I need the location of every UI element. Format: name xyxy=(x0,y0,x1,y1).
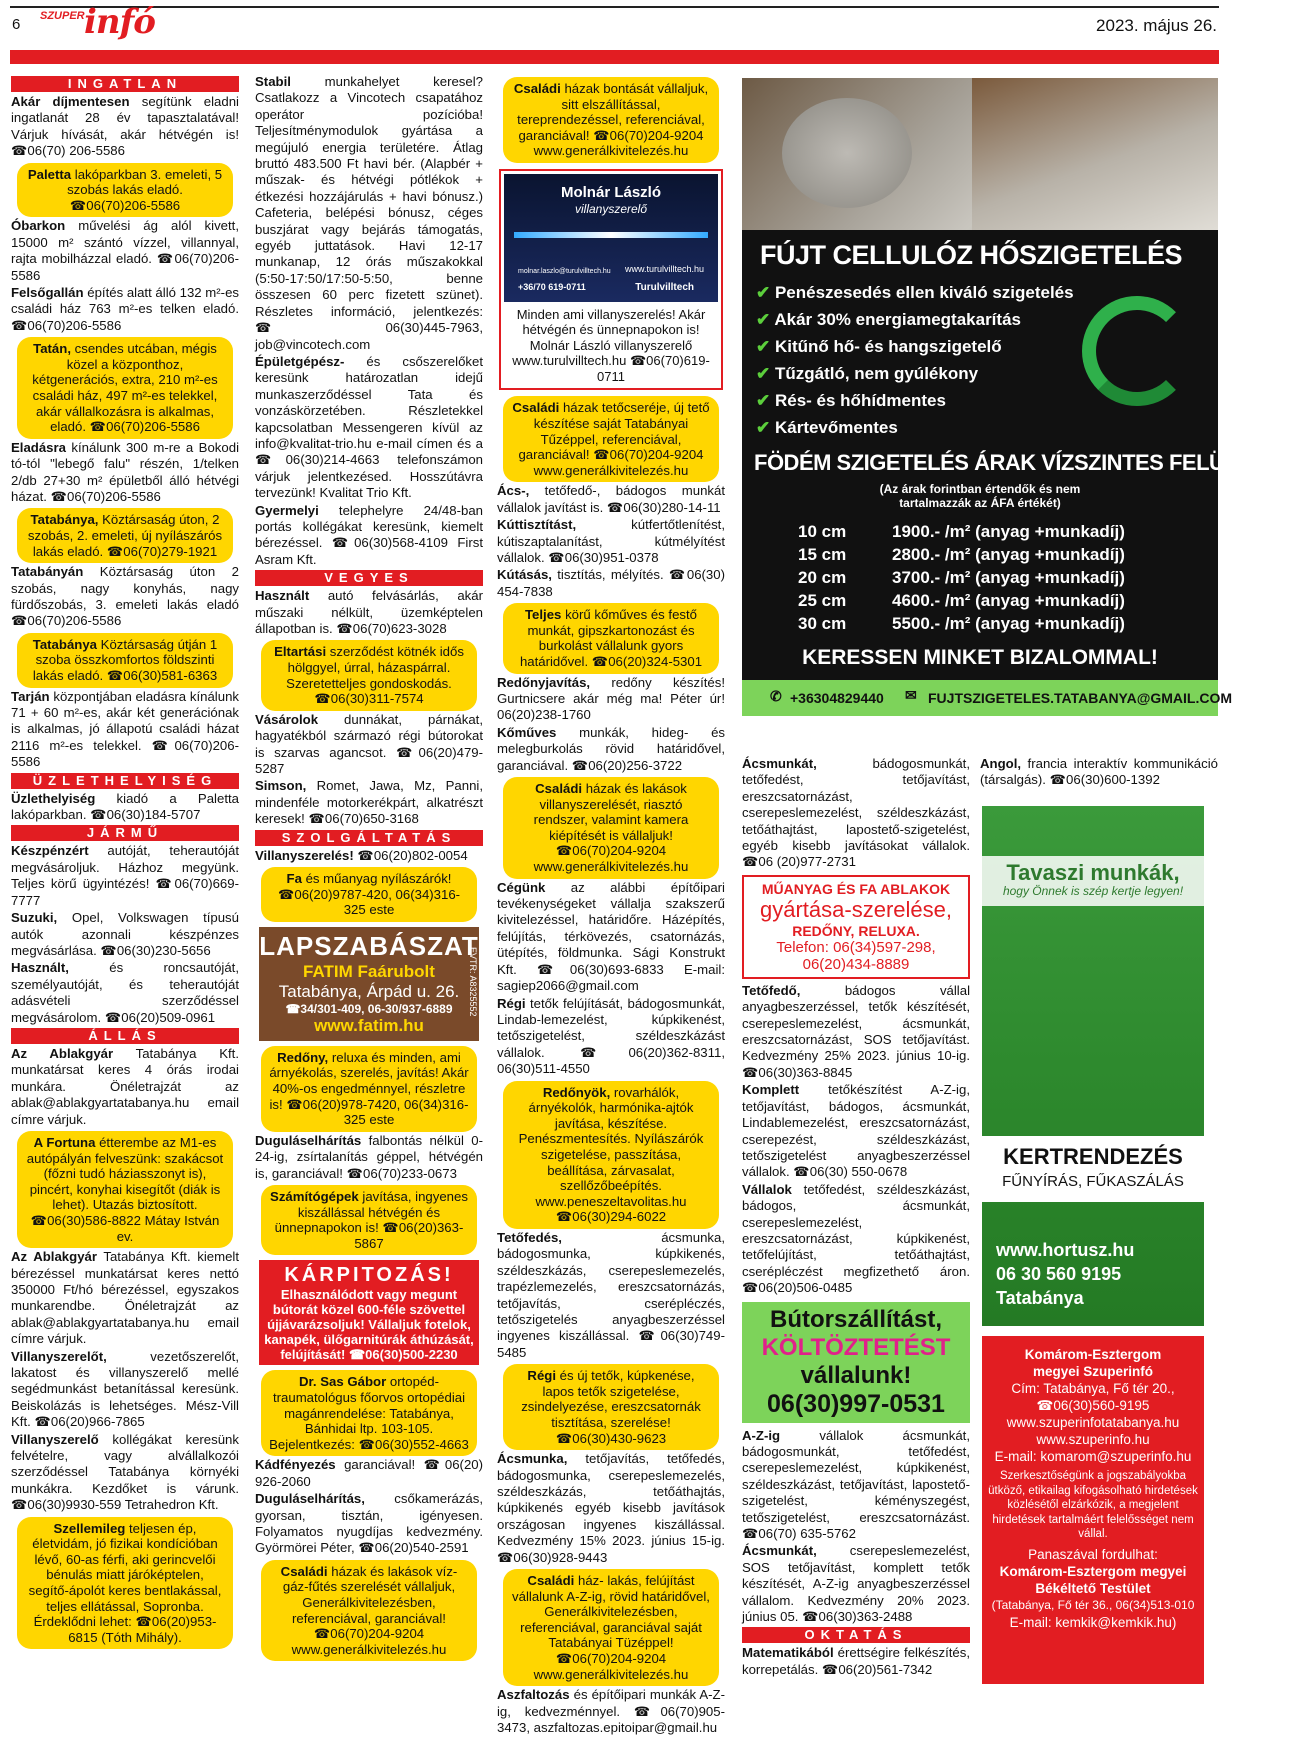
price-row: 30 cm 5500.- /m² (anyag +munkadíj) xyxy=(798,614,1125,633)
classified-ad: Villanyszerelés! ☎06(20)802-0054 xyxy=(255,847,468,863)
molnar-banner-part: www.turulvilltech.hu xyxy=(624,263,704,274)
lapszabaszat-reg: EVTR: A8325552 xyxy=(468,946,478,1017)
contact-bar xyxy=(742,680,1233,716)
cellulose-subtitle: FÖDÉM SZIGETELÉS ÁRAK VÍZSZINTES FELÜLETEN: xyxy=(754,450,1301,475)
cellulose-bullet: ✔ Tűzgátló, nem gyúlékony xyxy=(756,364,979,383)
highlighted-ad: Redőny, reluxa és minden, ami árnyékolás, szerelés, javítás! Akár 40%-os engedménnyel, részletre is! ☎06(20)978-7420, 06(34)316-325 este xyxy=(261,1046,477,1132)
highlighted-ad: Régi és új tetők, kúpkenése, lapos tetők szigetelése, zsindelyezése, ereszcsatornák tisztítása, szerelése! ☎06(30)430-9623 xyxy=(503,1364,719,1450)
classified-ad: Akár díjmentesen segítünk eladni ingatlanát 28 év tapasztalatával! Várjuk hívását, akár hétvégén is! ☎06(70) 206-5586 xyxy=(11,94,239,159)
molnar-banner-part: villanyszerelő xyxy=(574,201,648,216)
hortusz-subtitle: hogy Önnek is szép kertje legyen! xyxy=(1002,884,1184,898)
hortusz-title: Tavaszi munkák, xyxy=(982,856,1204,906)
classified-ad: Eladásra kínálunk 300 m-re a Bokodi tó-tól "lebegő falu" részén, 1/telken 2/db 27+30 m² épületből álló hétvégi házat. ☎06(70)206-5586 xyxy=(11,439,239,505)
check-icon: ✔ xyxy=(756,310,775,329)
price-note: (Az árak forintban értendők és nem tartalmazzák az ÁFA értékét) xyxy=(879,482,1081,510)
section-heading: OKTATÁS xyxy=(742,1627,970,1643)
cellulose-bullet: ✔ Rés- és hőhídmentes xyxy=(756,391,946,410)
classified-ad: Komplett tetőkészítést A-Z-ig, tetőjavítást, bádogos, ácsmunkát, Lindablemezelést, ereszcsatornázást, cserepezést, széldeszkázást, tetőszigetelést anyagbeszerzéssel vállalok. ☎06(30) 550-0678 xyxy=(742,1082,970,1180)
molnar-banner-part: Molnár László xyxy=(560,183,661,201)
classified-ad: Ács-, tetőfedő-, bádogos munkát vállalok javítást is. ☎06(30)280-14-11 xyxy=(497,483,725,515)
classified-ad: Vállalok tetőfedést, széldeszkázást, bádogos, ácsmunkát, cserepeslemezelést, ereszcsatornázást, kúpkikenést, tetőfelújítást, tetőáthajtást, cserépléczést megfizethető áron. ☎06(20)506-0485 xyxy=(742,1181,970,1296)
classified-ad: Kútásás, tisztítás, mélyítés. ☎06(30) 454-7838 xyxy=(497,567,725,599)
section-heading: ÁLLÁS xyxy=(11,1028,239,1044)
classified-ad: Az Ablakgyár Tatabánya Kft. munkatársat keres 4 órás irodai munkára. Önéletrajzát az ablak@ablakgyartatabanya.hu email címre várjuk. xyxy=(11,1045,240,1127)
highlighted-ad: Családi házak bontását vállaljuk, sitt elszállítással, tereprendezéssel, referenciával, garanciával! ☎06(70)204-9204 www.generálkivitelezés.hu xyxy=(503,77,719,163)
karpitozas-title: KÁRPITOZÁS! xyxy=(284,1264,454,1287)
classified-ad: Cégünk az alábbi építőipari tevékenységeket vállalja szakszerű kivitelezéssel, határidőre. Házépítés, felújítás, térkövezés, csatornázás, ütépítés, földmunka. Sági Konstrukt Kft. ☎06(30)693-6833 E-mail: sagiep2066@gmail.com xyxy=(497,879,725,994)
molnar-banner-part: molnar.laszlo@turulvilltech.hu xyxy=(518,267,611,275)
highlighted-ad: Eltartási szerződést kötnék idős hölggyel, úrral, házaspárral. Szeretetteljes gondoskodás. ☎06(30)311-7574 xyxy=(261,640,477,710)
butor-line: vállalunk! xyxy=(800,1361,912,1389)
ablak-ad xyxy=(742,875,970,979)
price-row: 15 cm 2800.- /m² (anyag +munkadíj) xyxy=(798,545,1125,564)
classified-ad: Ácsmunkát, cserepeslemezelést, SOS tetőjavítást, komplett tetők készítését, A-Z-ig anyagbeszerzéssel vállalom. Kedvezmény 20% 2023. június 05. ☎06(30)363-2488 xyxy=(742,1543,970,1625)
classified-ad: Felsőgallán építés alatt álló 132 m²-es családi ház 763 m²-es telken eladó. ☎06(70)206-5586 xyxy=(11,285,239,333)
butor-line: 06(30)997-0531 xyxy=(767,1389,945,1418)
check-icon: ✔ xyxy=(756,364,775,383)
classified-ad: Kádfényezés garanciával! ☎06(20) 926-2060 xyxy=(255,1457,483,1489)
ablak-line: gyártása-szerelése, xyxy=(760,896,952,922)
ablak-line: MŰANYAG ÉS FA ABLAKOK xyxy=(761,880,951,897)
molnar-banner-part: +36/70 619-0711 xyxy=(518,281,586,292)
classified-ad: Duguláselhárítás, csőkamerázás, gyorsan, tisztán, igényesen. Folyamatos nyugdíjas kedvezmény. Györmörei Péter, ☎06(20)540-2591 xyxy=(255,1491,483,1556)
phone-icon: ✆ xyxy=(770,688,782,704)
lapszabaszat-name: FATIM Faárubolt xyxy=(303,961,435,981)
highlighted-ad: Paletta lakóparkban 3. emeleti, 5 szobás lakás eladó. ☎06(70)206-5586 xyxy=(17,163,233,218)
classified-ad: Gyermelyi telephelyre 24/48-ban portás kollégákat keresünk, kiemelt bérezéssel. ☎06(30)568-4109 First Asram Kft. xyxy=(255,502,483,567)
section-heading: JÁRMŰ xyxy=(11,825,239,841)
angol-ad: Angol, francia interaktív kommunikáció (társalgás). ☎06(30)600-1392 xyxy=(980,756,1218,788)
lapszabaszat-addr: Tatabánya, Árpád u. 26. xyxy=(278,981,460,1001)
cellulose-bullet: ✔ Penészesedés ellen kiváló szigetelés xyxy=(756,283,1074,302)
price-table xyxy=(798,522,1125,637)
hortusz-city: Tatabánya xyxy=(996,1288,1084,1308)
classified-ad: Használt, és roncsautóját, személyautóját, és teherautóját adásvételi szerződéssel megvásárolom. ☎06(20)509-0961 xyxy=(11,960,239,1025)
column-2 xyxy=(255,74,483,1662)
highlighted-ad: Szellemileg teljesen ép, életvidám, jó fizikai kondícióban lévő, 60-as férfi, aki gerincvelői bénulás miatt járóképtelen, segítő-ápolót keres bentlakással, teljes ellátással, Sopronba. Érdeklődni lehet: ☎06(20)953-6815 (Tóth Mihály). xyxy=(17,1517,233,1650)
recycle-icon xyxy=(1082,296,1192,406)
cellulose-insulation-ad xyxy=(742,78,1301,716)
cellulose-title: FÚJT CELLULÓZ HŐSZIGETELÉS xyxy=(760,240,1183,270)
ablak-line: 06(20)434-8889 xyxy=(802,955,910,973)
section-heading: INGATLAN xyxy=(11,76,239,92)
classified-ad: Épületgépész- és csőszerelőket keresünk határozatlan idejű munkaszerződéssel Tata és vonzáskörzetében. Részletekkel kapcsolatban Messengeren kívül az info@kvalitat-trio.hu e-mail címen és a ☎06(30)214-4663 telefonszámon várjuk jelentkezésed. Hosszútávra tervezünk! Kvalitat Trio Kft. xyxy=(255,353,483,501)
classified-ad: Ácsmunkát, bádogosmunkát, tetőfedést, tetőjavítást, ereszcsatornázást, cserepeslemezelést, széldeszkázást, tetőáthajtást, lapostető-szigetelést, egyéb kisebb javításokat vállalok. ☎06 (20)977-2731 xyxy=(742,756,970,870)
highlighted-ad: Tatán, csendes utcában, mégis közel a központhoz, kétgenerációs, extra, 210 m²-es családi ház, 497 m²-es telekkel, akár vállalkozásra is alkalmas, eladó. ☎06(70)206-5586 xyxy=(17,337,233,439)
classified-ad: Ácsmunka, tetőjavítás, tetőfedés, bádogosmunka, cserepeslemezelés, széldeszkázás, tetőáthajtás, kúpkikenés egyéb kisebb javítások országosan ingyenes kiszállással. Kedvezmény 15% 2023. június 15-ig. ☎06(30)928-9443 xyxy=(497,1451,725,1565)
cellulose-phone: +36304829440 xyxy=(790,690,884,706)
karpitozas-ad xyxy=(259,1260,479,1365)
classified-ad: Matematikából érettségire felkészítés, korrepetálás. ☎06(20)561-7342 xyxy=(742,1645,970,1677)
kertrendezes-label: KERTRENDEZÉS xyxy=(1003,1144,1183,1169)
ablak-line: REDŐNY, RELUXA. xyxy=(792,922,920,939)
highlighted-ad: Tatabánya, Köztársaság úton, 2 szobás, 2. emeleti, új nyílászárós lakás eladó. ☎06(70)279-1921 xyxy=(17,508,233,563)
insulation-photo xyxy=(742,78,1218,230)
check-icon: ✔ xyxy=(756,337,775,356)
publisher-info-box: Komárom-Esztergom megyei Szuperinfó Cím: Tatabánya, Fő tér 20., ☎06(30)560-9195 www.szuperinfotatabanya.hu www.szuperinfo.hu E-mail: komarom@szuperinfo.hu Szerkesztőségünk a jogszabályokba ütköző, etikailag kifogásolható hirdetések közlésétől elzárkózik, a megjelent hirdetések tartalmáért felelősséget nem vállal. Panaszával fordulhat: Komárom-Esztergom megyei Békéltető Testület (Tatabánya, Fő tér 36., 06(34)513-010 E-mail: kemkik@kemkik.hu) xyxy=(982,1336,1204,1684)
classified-ad: Stabil munkahelyet keresel? Csatlakozz a Vincotech csapatához operátor pozícióba! Teljesítménymodulok gyártása a megújuló energia területére. Átlag bruttó 483.500 Ft havi bér. (Alapbér + műszak- és hétvégi pótlékok + étkezési hozzájárulás + havi bónusz.) Cafeteria, belépési bónusz, céges buszjárat vagy bejárás támogatás, egyéb juttatások. Havi 12-17 munkanap, 12 órás műszakokkal (5:50-17:50/17:50-5:50, benne összesen 60 perc fizetett szünet). Részletes információ, jelentkezés: ☎06(30)445-7963, job@vincotech.com xyxy=(255,74,483,352)
classified-ad: Tetőfedés, ácsmunka, bádogosmunka, kúpkikenés, széldeszkázás, cserepeslemezelés, trapézlemezelés, ereszcsatornázás, tetőjavítás, cserépléczés, tetőszigetelés anyagbeszerzéssel ingyenes kiszállással. ☎06(30)749-5485 xyxy=(497,1229,725,1360)
butorszallitas-ad xyxy=(742,1302,970,1423)
classified-ad: Duguláselhárítás falbontás nélkül 0-24-ig, zsírtalanítás géppel, hétvégén is, garanciával! ☎06(70)233-0673 xyxy=(255,1132,483,1181)
cellulose-bullets xyxy=(756,283,1074,445)
cellulose-bullet: ✔ Kitűnő hő- és hangszigetelő xyxy=(756,337,1002,356)
molnar-banner xyxy=(504,174,718,302)
highlighted-ad: Redőnyök, rovarhálók, árnyékolók, harmónika-ajtók javítása, készítése. Penészmentesítés. Nyílászárók szigetelése, passzítása, beállítása, zárvasalat, szellőzőbeépítés. www.peneszeltavolitas.hu ☎06(30)294-6022 xyxy=(503,1081,719,1229)
cellulose-bullet: ✔ Akár 30% energiamegtakarítás xyxy=(756,310,1021,329)
column-1 xyxy=(11,74,239,1650)
highlighted-ad: Dr. Sas Gábor ortopéd-traumatológus főorvos ortopédiai magánrendelése: Tatabánya, Bánhidai ltp. 103-105. Bejelentkezés: ☎06(30)552-4663 xyxy=(261,1370,477,1456)
classified-ad: A-Z-ig vállalok ácsmunkát, bádogosmunkát, tetőfedést, cserepeslemezelést, kúpkikenést, széldeszkázást, tetőjavítást, lapostető-szigetelést, kéményszegést, tetőszigetelést, ereszcsatornázást. ☎06(70) 635-5762 xyxy=(742,1427,970,1541)
column-5 xyxy=(980,756,1218,790)
cellulose-email: FUJTSZIGETELES.TATABANYA@GMAIL.COM xyxy=(928,690,1233,706)
column-4 xyxy=(742,756,970,1679)
classified-ad: Tatabányán Köztársaság úton 2 szobás, nagy konyhás, nagy fürdőszobás, 3. emeleti lakás eladó ☎06(70)206-5586 xyxy=(11,564,239,629)
section-heading: VEGYES xyxy=(255,570,483,586)
highlighted-ad: Családi házak tetőcseréje, új tető készítése saját Tatabányai Tűzéppel, referenciával, garanciával! ☎06(70)204-9204 www.generálkivitelezés.hu xyxy=(503,396,719,482)
molnar-text: Minden ami villanyszerelés! Akár hétvégén és ünnepnapokon is! Molnár László villanyszerelő www.turulvilltech.hu ☎06(70)619-0711 xyxy=(512,306,710,384)
classified-ad: Villanyszerelő kollégákat keresünk felvételre, vagy alvállalkozói szerződéssel Tatabánya környéki munkákra. Kezdőket is várunk. ☎06(30)9930-559 Tetrahedron Kft. xyxy=(11,1431,239,1513)
butor-line: Bútorszállítást, xyxy=(769,1305,943,1333)
highlighted-ad: Családi házak és lakások villanyszerelését, riasztó rendszer, valamint kamera kiépítését is vállaljuk! ☎06(70)204-9204 www.generálkivitelezés.hu xyxy=(503,777,719,879)
kertrendezes-box xyxy=(982,1136,1204,1202)
highlighted-ad: Számítógépek javítása, ingyenes kiszállással hétvégén és ünnepnapokon is! ☎06(20)363-5867 xyxy=(261,1185,477,1255)
cellulose-bullet: ✔ Kártevőmentes xyxy=(756,418,898,437)
hortusz-garden-ad xyxy=(982,806,1204,1326)
classified-ad: Üzlethelyiség kiadó a Paletta lakóparkban. ☎06(30)184-5707 xyxy=(11,790,239,823)
highlighted-ad: Tatabánya Köztársaság útján 1 szoba összkomfortos földszinti lakás eladó. ☎06(30)581-6363 xyxy=(17,633,233,688)
classified-ad: Vásárolok dunnákat, párnákat, hagyatékból származó régi bútorokat is szarvas agancsot. ☎06(20)479-5287 xyxy=(255,711,483,776)
cellulose-cta: KERESSEN MINKET BIZALOMMAL! xyxy=(802,646,1158,669)
classified-ad: Készpénzért autóját, teherautóját megvásároljuk. Házhoz megyünk. Teljes körű ügyintézés! ☎06(70)669-7777 xyxy=(11,843,239,908)
column-3 xyxy=(497,74,725,1737)
check-icon: ✔ xyxy=(756,391,775,410)
highlighted-ad: Fa és műanyag nyílászárók! ☎06(20)9787-420, 06(34)316-325 este xyxy=(261,867,477,922)
classified-ad: Régi tetők felújítását, bádogosmunkát, Lindab-lemezelést, kúpkikenést, tetőszigetelést, széldeszkázást vállalok. ☎06(20)362-8311, 06(30)511-4550 xyxy=(497,995,725,1077)
brand-logo: SZUPER infó xyxy=(40,2,155,42)
lapszabaszat-title: LAPSZABÁSZAT xyxy=(259,930,479,961)
check-icon: ✔ xyxy=(756,283,775,302)
hortusz-phone: 06 30 560 9195 xyxy=(996,1264,1122,1284)
ablak-line: Telefon: 06(34)597-298, xyxy=(776,938,936,956)
highlighted-ad: Családi házak és lakások víz-gáz-fűtés szerelését vállaljuk, Generálkivitelezésben, referenciával, garanciával! ☎06(70)204-9204 www.generálkivitelezés.hu xyxy=(261,1560,477,1662)
lapszabaszat-web: www.fatim.hu xyxy=(314,1015,424,1035)
molnar-banner-part xyxy=(514,232,708,238)
lapszabaszat-tel: ☎34/301-409, 06-30/937-6889 xyxy=(285,1001,453,1016)
issue-date: 2023. május 26. xyxy=(1096,16,1217,35)
butor-line: KÖLTÖZTETÉST xyxy=(761,1333,951,1361)
villanyszerelo-ad xyxy=(499,169,723,391)
classified-ad: Suzuki, Opel, Volkswagen típusú autók azonnali készpénzes megvásárlása. ☎06(30)230-5656 xyxy=(11,910,239,958)
page-header xyxy=(10,2,1219,42)
funyiras-label: FŰNYÍRÁS, FŰKASZÁLÁS xyxy=(1002,1173,1184,1190)
classified-ad: Villanyszerelőt, vezetőszerelőt, lakatost és villanyszerelő mellé segédmunkást betanítással keresünk. Beiskolázás is lehetséges. Mész-Vill Kft. ☎06(20)966-7865 xyxy=(11,1348,239,1430)
highlighted-ad: A Fortuna étterembe az M1-es autópályán felveszünk: szakácsot (főzni tudó háziasszonyt is), pincért, konyhai kisegítőt (diák is lehet). Utazás biztosított. ☎06(30)586-8822 Mátay István ev. xyxy=(17,1131,233,1248)
price-row: 20 cm 3700.- /m² (anyag +munkadíj) xyxy=(798,568,1125,587)
classified-ad: Az Ablakgyár Tatabánya Kft. kiemelt bérezéssel munkatársat keres nettó 350000 Ft/hó bérezéssel, egyszakos munkarendbe. Önéletrajzát az ablak@ablakgyartatabanya.hu email címre várjuk. xyxy=(11,1249,240,1347)
classified-ad: Tarján központjában eladásra kínálunk 71 + 60 m²-es, akár két generációnak is alkalmas, jó állapotú családi házat 2116 m²-es telekkel. ☎06(70)206-5586 xyxy=(11,688,239,770)
classified-ad: Redőnyjavítás, redőny készítés! Gurtnicsere akár még ma! Péter úr! 06(20)238-1760 xyxy=(497,674,725,723)
hortusz-contact xyxy=(996,1238,1134,1310)
highlighted-ad: Családi ház- lakás, felújítást vállalunk A-Z-ig, rövid határidővel, Generálkivitelezésben, referenciával, garanciával saját Tatabányai Tüzéppel! ☎06(70)204-9204 www.generálkivitelezés.hu xyxy=(503,1569,719,1686)
price-row: 10 cm 1900.- /m² (anyag +munkadíj) xyxy=(798,522,1125,541)
molnar-banner-part: Turulvilltech xyxy=(635,281,694,293)
classified-ad: Használt autó felvásárlás, akár műszaki nélkült, üzemképtelen állapotban is. ☎06(70)623-3028 xyxy=(255,588,483,636)
check-icon: ✔ xyxy=(756,418,775,437)
price-row: 25 cm 4600.- /m² (anyag +munkadíj) xyxy=(798,591,1125,610)
classified-ad: Simson, Romet, Jawa, Mz, Panni, mindenféle motorkerékpárt, alkatrészt keresek! ☎06(70)650-3168 xyxy=(255,778,483,827)
classified-ad: Kúttisztítást, kútfertőtlenítést, kútiszaptalanítást, kútmélyítést vállalok. ☎06(30)951-0378 xyxy=(497,517,725,566)
header-red-bar xyxy=(10,50,1219,64)
lapszabaszat-ad xyxy=(259,927,479,1041)
classified-ad: Aszfaltozás és építőipari munkák A-Z-ig, kedvezménnyel. ☎06(70)905-3473, aszfaltozas.epitoipar@gmail.hu xyxy=(497,1687,725,1735)
classified-ad: Óbarkon művelési ág alól kivett, 15000 m² szántó vízzel, villannyal, rajta mobilházzal eladó. ☎06(70)206-5586 xyxy=(11,218,239,283)
highlighted-ad: Teljes körű kőműves és festő munkát, gipszkartonozást és burkolást vállalunk gyors határidővel. ☎06(20)324-5301 xyxy=(503,603,719,673)
karpitozas-text: Elhasználódott vagy megunt bútorát közel 600-féle szövettel újjávarázsoljuk! Vállaljuk fotelok, kanapék, ülőgarnitúrák áthúzását, felújítását! ☎06(30)500-2230 xyxy=(264,1287,474,1363)
classified-ad: Tetőfedő, bádogos vállal anyagbeszerzéssel, tetők készítését, cserepeslemezelést, ácsmunkát, ereszcsatornázást, SOS tetőjavítást. Kedvezmény 25% 2023. június 10-ig. ☎06(30)363-8845 xyxy=(742,982,970,1080)
classified-ad: Kőműves munkák, hideg- és melegburkolás rövid határidővel, garanciával. ☎06(20)256-3722 xyxy=(497,724,725,773)
section-heading: SZOLGÁLTATÁS xyxy=(255,830,483,846)
mail-icon: ✉ xyxy=(905,687,917,703)
section-heading: ÜZLETHELYISÉG xyxy=(11,773,239,789)
page-number: 6 xyxy=(12,16,21,33)
hortusz-web: www.hortusz.hu xyxy=(996,1240,1135,1260)
